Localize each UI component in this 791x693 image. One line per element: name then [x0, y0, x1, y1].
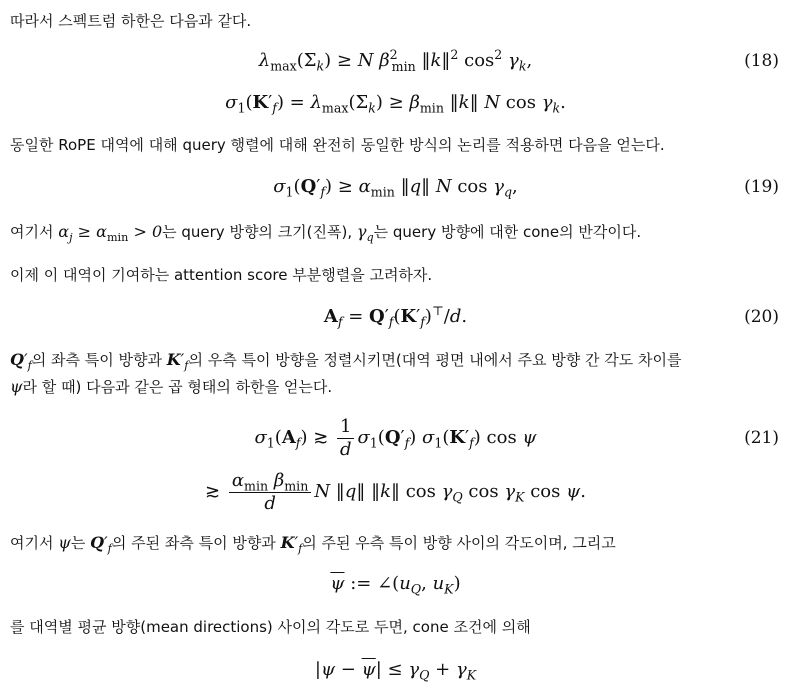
math-K-prime-f: $K'_f$ — [280, 533, 303, 556]
text-segment: 의 우측 특이 방향을 정렬시키면(대역 평면 내에서 주요 방향 간 각도 차이를 — [188, 351, 682, 369]
paragraph-mean-directions: 를 대역별 평균 방향(mean directions) 사이의 각도로 두면, cone 조건에 의해 — [10, 618, 531, 636]
equation-21-line2: ≳ $\frac{\alpha_{min} \beta_{min}}{d}$ N ‖q‖ ‖k‖ $\cos \gamma_Q$ $\cos \gamma_K$ cos ψ. — [205, 469, 586, 514]
equation-number-18: (18) — [744, 51, 779, 71]
text-segment: 여기서 — [10, 223, 54, 241]
equation-19: $\sigma_1(Q'_f) \ge \alpha_{min}$ ‖q‖ N $\cos \gamma_q$, — [273, 176, 518, 200]
math-alpha-inequality: $\alpha_j \ge \alpha_{min} > 0$ — [58, 222, 163, 245]
paragraph-spectral-lower-bound: 따라서 스펙트럼 하한은 다음과 같다. — [10, 12, 252, 30]
text-segment: 는 query 방향의 크기(진폭), — [162, 223, 353, 241]
equation-18-line2: $\sigma_1(K'_f) = \lambda_{max}(\Sigma_k) \ge \beta_{min}$ ‖k‖ N $\cos \gamma_k$. — [225, 92, 566, 116]
paragraph-attention-submatrix: 이제 이 대역이 기여하는 attention score 부분행렬을 고려하자. — [10, 266, 433, 284]
text-segment: 의 좌측 특이 방향과 — [31, 351, 162, 369]
equation-cone-condition: $|\psi - \overline{\psi}| \le \gamma_Q + \gamma_K$ — [314, 659, 477, 683]
math-gamma-q: $\gamma_q$ — [356, 222, 374, 245]
paragraph-alpha-definition — [10, 219, 779, 245]
text-segment: 는 query 방향에 대한 cone의 반각이다. — [373, 223, 642, 241]
fraction-1-over-d: $\frac{1}{d}$ — [337, 416, 354, 461]
math-Q-prime-f: $Q'_f$ — [90, 533, 112, 556]
math-psi: ψ — [10, 377, 23, 396]
text-segment: 라 할 때) 다음과 같은 곱 형태의 하한을 얻는다. — [22, 378, 333, 396]
text-segment: 의 주된 우측 특이 방향 사이의 각도이며, 그리고 — [302, 534, 616, 552]
paragraph-psi-definition — [10, 530, 779, 556]
fraction-alpha-beta-over-d: $\frac{\alpha_{min} \beta_{min}}{d}$ — [229, 470, 311, 515]
math-K-prime-f: $K'_f$ — [166, 350, 189, 373]
paragraph-query-analogy: 동일한 RoPE 대역에 대해 query 행렬에 대해 완전히 동일한 방식의 논리를 적용하면 다음을 얻는다. — [10, 136, 665, 154]
equation-number-20: (20) — [744, 307, 779, 327]
equation-21-line1: $\sigma_1(A_f)$ ≳ $\frac{1}{d}$ $\sigma_1(Q'_f)$ $\sigma_1(K'_f)$ cos ψ — [254, 415, 537, 460]
math-psi: ψ — [58, 533, 71, 552]
text-segment: 여기서 — [10, 534, 54, 552]
paragraph-alignment-line2 — [10, 374, 779, 400]
paragraph-alignment-line1 — [10, 347, 779, 373]
math-Q-prime-f: $Q'_f$ — [10, 350, 32, 373]
equation-20: $A_f = Q'_f(K'_f)^⊤/d$. — [323, 303, 468, 330]
equation-18-line1: $\lambda_{max}(\Sigma_k) \ge N$ $\beta^2_{min}$ ‖k‖$^2$ $\cos^2 \gamma_k$, — [258, 47, 533, 74]
text-segment: 의 주된 좌측 특이 방향과 — [111, 534, 276, 552]
equation-number-21: (21) — [744, 428, 779, 448]
equation-number-19: (19) — [744, 177, 779, 197]
text-segment: 는 — [70, 534, 86, 552]
equation-psi-bar-definition: $\overline{\psi}$ := $\angle(u_Q$, $u_K$) — [330, 573, 461, 597]
